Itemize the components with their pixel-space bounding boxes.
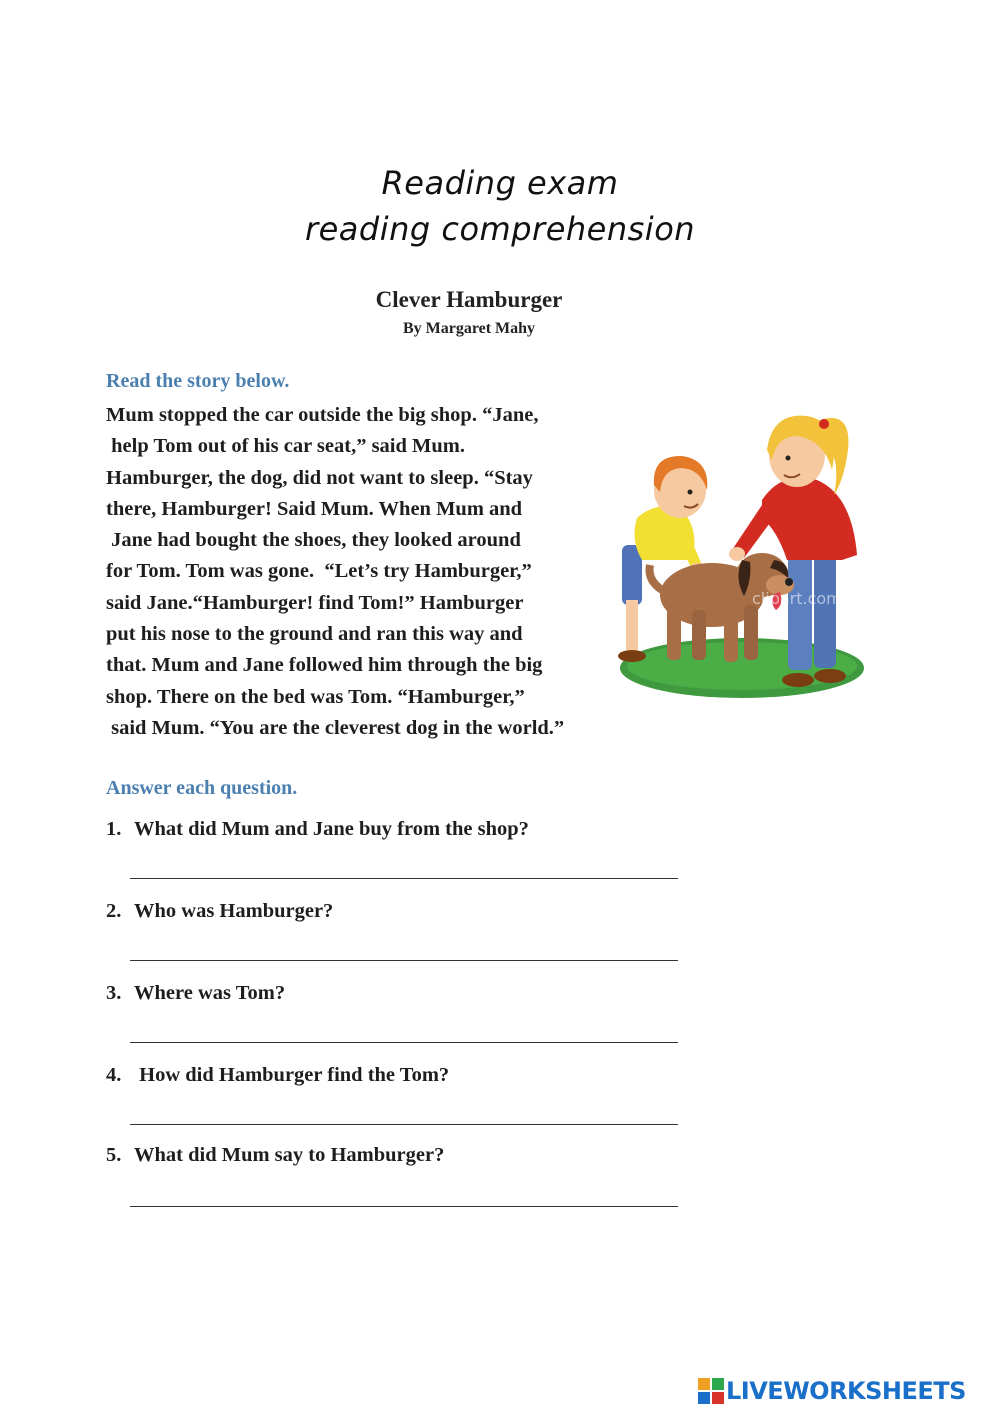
story-line: that. Mum and Jane followed him through the big — [106, 654, 543, 677]
exam-title-line-1: Reading exam — [381, 164, 619, 202]
answer-line-5[interactable] — [130, 1206, 678, 1207]
answer-line-1[interactable] — [130, 878, 678, 879]
question-text: What did Mum and Jane buy from the shop? — [134, 818, 529, 840]
watermark-text: clipart.com — [752, 589, 842, 608]
liveworksheets-logo-icon — [698, 1378, 724, 1404]
answer-line-3[interactable] — [130, 1042, 678, 1043]
exam-title — [0, 160, 1000, 252]
story-line: there, Hamburger! Said Mum. When Mum and — [106, 497, 523, 520]
story-line: put his nose to the ground and ran this way and — [106, 623, 523, 646]
story-line: Jane had bought the shoes, they looked around — [106, 529, 521, 552]
read-instruction: Read the story below. — [106, 370, 290, 392]
story-line: help Tom out of his car seat,” said Mum. — [106, 435, 465, 458]
question-text: Who was Hamburger? — [134, 900, 334, 922]
exam-title-line-2: reading comprehension — [304, 210, 696, 248]
question-number: 3. — [106, 982, 122, 1004]
question-5 — [106, 1144, 444, 1167]
question-number: 4. — [106, 1064, 122, 1086]
question-4 — [106, 1064, 449, 1087]
story-text — [106, 400, 646, 744]
story-author: By Margaret Mahy — [402, 320, 536, 337]
story-line: said Jane.“Hamburger! find Tom!” Hamburger — [106, 591, 524, 614]
question-text: Where was Tom? — [134, 982, 286, 1004]
answer-line-4[interactable] — [130, 1124, 678, 1125]
story-line: for Tom. Tom was gone. “Let’s try Hamburger,” — [106, 560, 532, 583]
question-1 — [106, 818, 529, 841]
answer-instruction: Answer each question. — [106, 777, 298, 799]
question-2 — [106, 900, 333, 923]
story-line: said Mum. “You are the cleverest dog in the world.” — [106, 716, 565, 739]
question-number: 2. — [106, 900, 122, 922]
question-3 — [106, 982, 285, 1005]
question-number: 5. — [106, 1144, 122, 1166]
story-line: Mum stopped the car outside the big shop. “Jane, — [106, 404, 539, 426]
story-title: Clever Hamburger — [375, 287, 563, 312]
brand-text: LIVEWORKSHEETS — [726, 1377, 966, 1405]
children-with-dog-illustration — [612, 400, 872, 700]
liveworksheets-brand[interactable] — [698, 1378, 966, 1404]
question-number: 1. — [106, 818, 122, 840]
story-line: shop. There on the bed was Tom. “Hamburger,” — [106, 685, 525, 708]
question-text: How did Hamburger find the Tom? — [134, 1064, 450, 1086]
answer-line-2[interactable] — [130, 960, 678, 961]
question-text: What did Mum say to Hamburger? — [134, 1144, 445, 1166]
story-line: Hamburger, the dog, did not want to sleep. “Stay — [106, 466, 533, 489]
